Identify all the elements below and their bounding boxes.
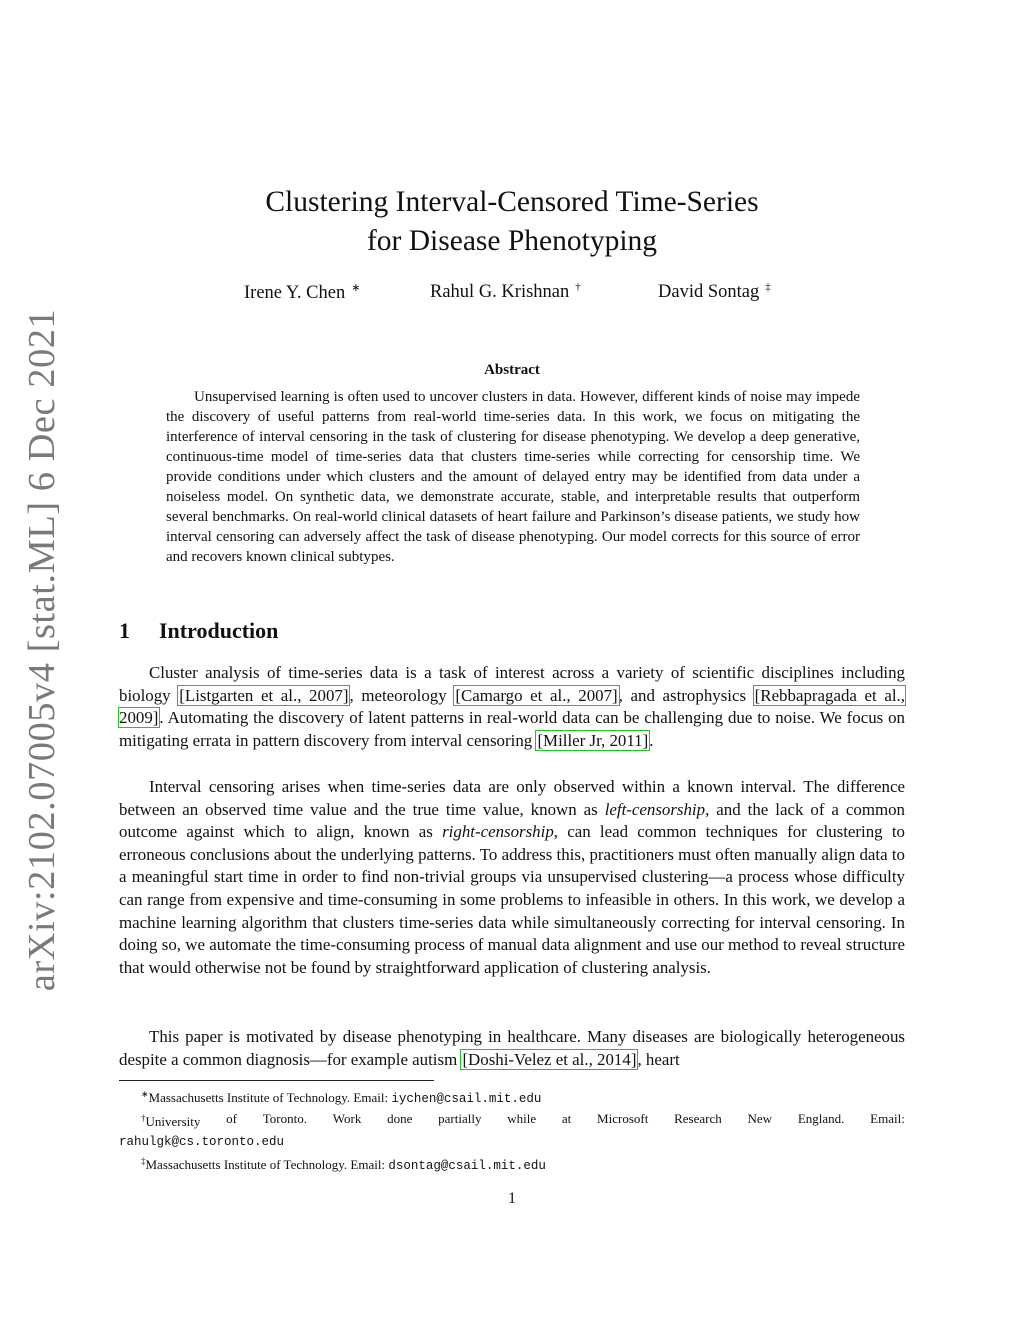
intro-paragraph-1: Cluster analysis of time-series data is a task of interest across a variety of scientific disciplines including biology [Listgarten et al., 2007], meteorology [Camargo et al., 2007], and astrophysics [Rebbapragada et al., 2009]. Automating the discovery of latent patterns in real-world data can be challenging due to noise. We focus on mitigating errata in pattern discovery from interval censoring [Miller Jr, 2011]. [119, 663, 905, 750]
footnote-1: ∗Massachusetts Institute of Technology. Email: iychen@csail.mit.edu [141, 1089, 542, 1106]
footnote-mark[interactable]: ∗ [351, 282, 361, 294]
abstract-heading: Abstract [484, 362, 540, 378]
footnote-divider [119, 1080, 434, 1081]
email-link[interactable]: iychen@csail.mit.edu [391, 1092, 542, 1106]
citation-link[interactable]: [Miller Jr, 2011] [537, 730, 649, 750]
section-title: Introduction [159, 618, 279, 643]
intro-paragraph-2: Interval censoring arises when time-series data are only observed within a known interval. The difference between an observed time value and the true time value, known as left-censorship, and the lack of a common outcome against which to align, known as right-censorship, can lead common techniques for clustering to erroneous conclusions about the underlying patterns. To address this, practitioners must often manually align data to a meaningful start time in order to find non-trivial groups via unsupervised clustering—a process whose difficulty can range from expensive and time-consuming in some problems to infeasible in others. In this work, we develop a machine learning algorithm that clusters time-series data while simultaneously correcting for interval censoring. In doing so, we automate the time-consuming process of manual data alignment and use our method to reveal structure that would otherwise not be found by straightforward application of clustering analysis. [119, 777, 906, 977]
arxiv-identifier[interactable]: arXiv:2102.07005v4 [stat.ML] 6 Dec 2021 [21, 308, 63, 992]
title-line-2: for Disease Phenotyping [366, 225, 658, 257]
citation-link[interactable]: [Listgarten et al., 2007] [179, 685, 349, 705]
email-link[interactable]: rahulgk@cs.toronto.edu [119, 1135, 285, 1149]
author-3: David Sontag ‡ [658, 281, 771, 302]
page-number: 1 [508, 1190, 516, 1207]
author-2: Rahul G. Krishnan † [430, 281, 581, 302]
section-heading [119, 618, 278, 644]
author-list [0, 281, 1024, 309]
footnote-mark[interactable]: ‡ [765, 281, 771, 293]
paper-title [120, 183, 904, 261]
author-1: Irene Y. Chen ∗ [244, 282, 361, 303]
intro-paragraph-3: This paper is motivated by disease phenotyping in healthcare. Many diseases are biologically heterogeneous despite a common diagnosis—for example autism [Doshi-Velez et al., 2014], heart [119, 1027, 905, 1069]
footnotes [119, 1085, 905, 1176]
citation-link[interactable]: [Doshi-Velez et al., 2014] [462, 1049, 637, 1069]
footnote-2: †University of Toronto. Work done partially while at Microsoft Research New England. Email: rahulgk@cs.toronto.edu [119, 1111, 905, 1149]
term-left-censorship: left-censorship [604, 799, 706, 819]
citation-link[interactable]: [Camargo et al., 2007] [455, 685, 618, 705]
section-number: 1 [119, 618, 130, 643]
footnote-3: ‡Massachusetts Institute of Technology. Email: dsontag@csail.mit.edu [141, 1156, 546, 1173]
abstract-text: Unsupervised learning is often used to uncover clusters in data. However, different kinds of noise may impede the discovery of useful patterns from real-world time-series data. In this work, we focus on mitigating the interference of interval censoring in the task of clustering for disease phenotyping. We develop a deep generative, continuous-time model of time-series data that clusters time-series while correcting for censorship time. We provide conditions under which clusters and the amount of delayed entry may be identified from data under a noiseless model. On synthetic data, we demonstrate accurate, stable, and interpretable results that outperform several benchmarks. On real-world clinical datasets of heart failure and Parkinson’s disease patients, we study how interval censoring can adversely affect the task of disease phenotyping. Our model corrects for this source of error and recovers known clinical subtypes. [166, 389, 860, 565]
term-right-censorship: right-censorship [442, 822, 554, 842]
title-line-1: Clustering Interval-Censored Time-Series [265, 186, 759, 218]
footnote-mark[interactable]: † [575, 281, 581, 293]
email-link[interactable]: dsontag@csail.mit.edu [388, 1159, 546, 1173]
citation-link[interactable]: [Rebbapragada et al., 2009] [119, 685, 905, 728]
